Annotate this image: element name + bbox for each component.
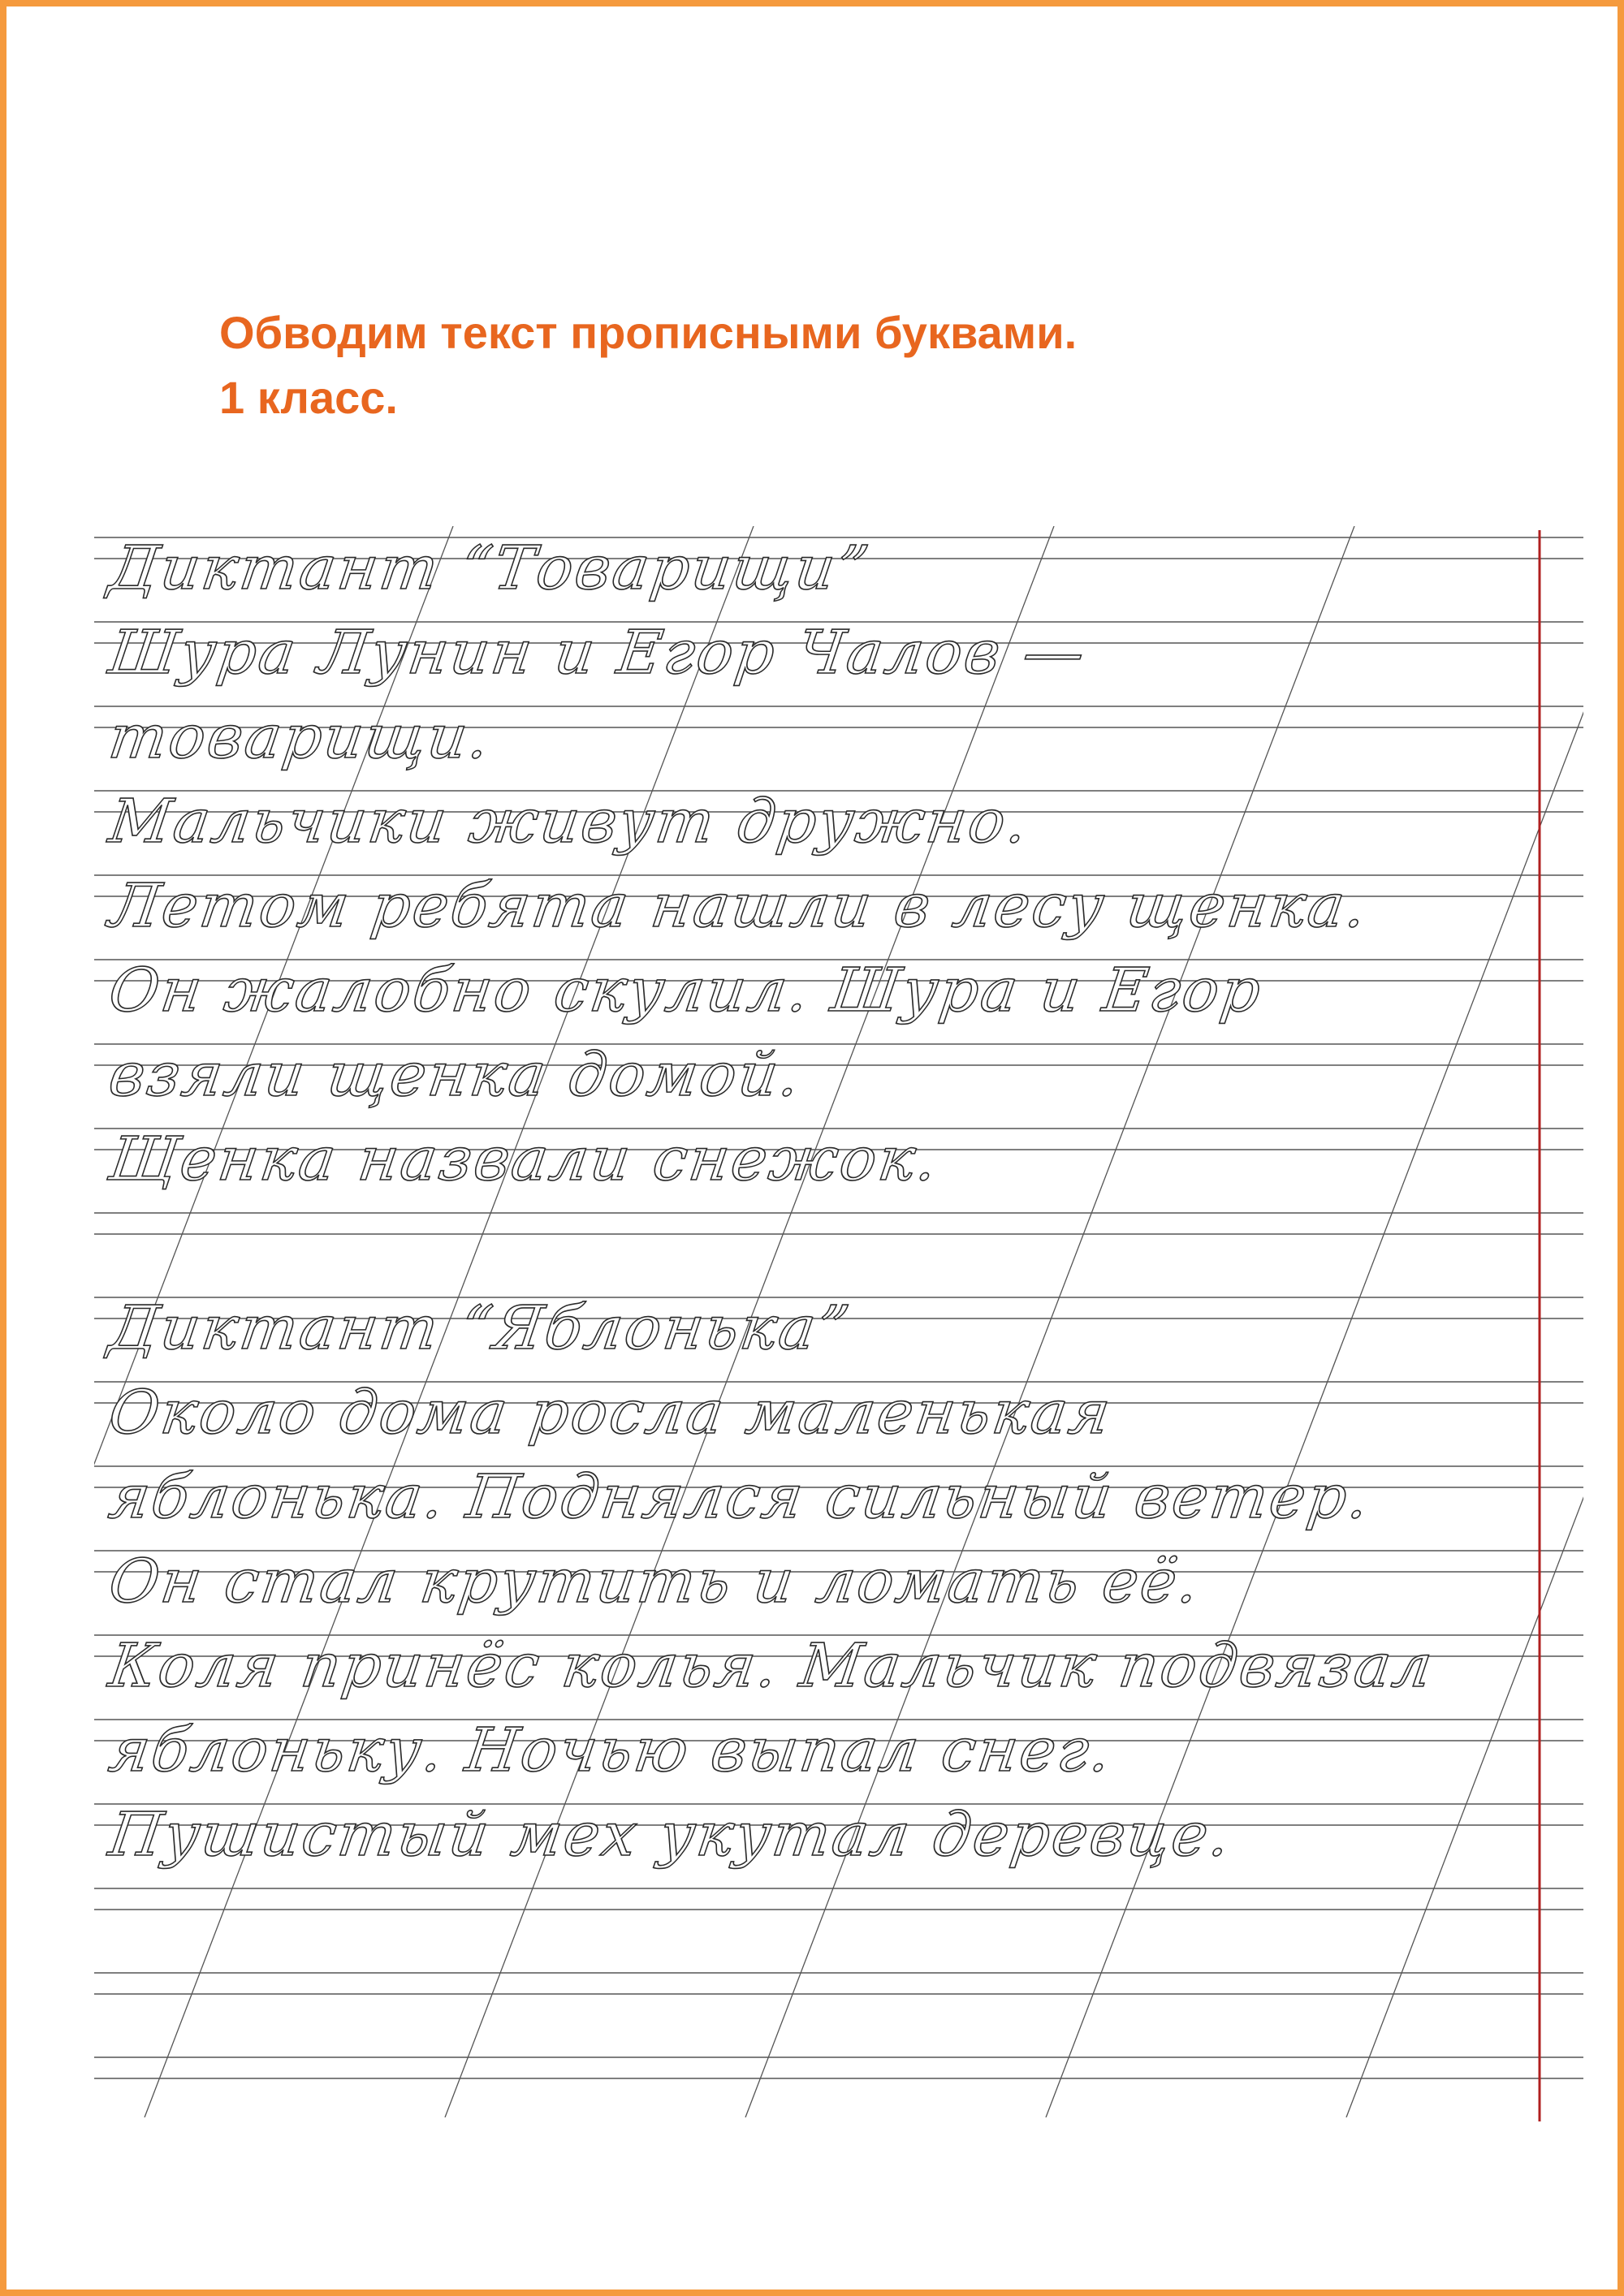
dictation-title: Диктант “Яблонька”	[105, 1293, 856, 1363]
dictation-line: Около дома росла маленькая	[105, 1378, 1117, 1448]
dictation-line: товарищи.	[105, 702, 496, 772]
dictation-line: Щенка назвали снежок.	[105, 1124, 944, 1194]
dictation-title: Диктант “Товарищи”	[105, 533, 875, 603]
slant-line	[1046, 526, 1624, 2117]
dictation-line: Летом ребята нашли в лесу щенка.	[105, 871, 1373, 941]
dictation-line: яблоньку. Ночью выпал снег.	[105, 1716, 1118, 1785]
dictation-line: яблонька. Поднялся сильный ветер.	[105, 1462, 1376, 1532]
dictation-line: взяли щенка домой.	[105, 1040, 807, 1110]
dictation-line: Шура Лунин и Егор Чалов —	[105, 618, 1091, 688]
heading-grade: 1 класс.	[219, 372, 398, 423]
dictation-line: Мальчики живут дружно.	[105, 787, 1034, 857]
slant-line	[1346, 526, 1624, 2117]
heading-title: Обводим текст прописными буквами.	[219, 307, 1078, 358]
dictation-line: Коля принёс колья. Мальчик подвязал	[105, 1631, 1439, 1701]
dictation-line: Он жалобно скулил. Шура и Егор	[105, 956, 1268, 1025]
dictation-line: Он стал крутить и ломать её.	[105, 1547, 1206, 1616]
dictation-line: Пушистый мех укутал деревце.	[105, 1800, 1237, 1870]
